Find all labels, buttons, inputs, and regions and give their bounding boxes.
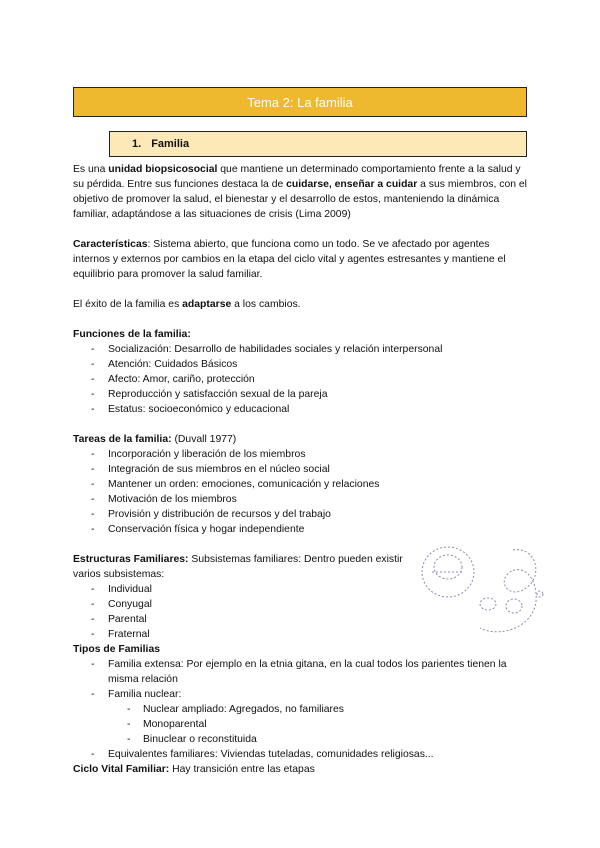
tareas-list [73, 447, 528, 537]
diagram-dot [537, 591, 543, 597]
list-item: - Integración de sus miembros en el núcleo social [73, 462, 528, 477]
funciones-list [73, 342, 528, 417]
list-item: - Conservación física y hogar independiente [73, 522, 528, 537]
diagram-small-ring [480, 598, 496, 610]
diagram-small-ring [506, 599, 522, 613]
intro-text-3: a sus miembros, con el objetivo de promover la salud, el bienestar y el desarrollo de estos, manteniendo la dinámica familiar, adaptándose a las situaciones de crisis (Lima 2009) [73, 179, 527, 220]
list-item: - Incorporación y liberación de los miembros [73, 447, 528, 462]
list-item: - Parental [73, 612, 528, 627]
caracteristicas-text: : Sistema abierto, que funciona como un todo. Se ve afectado por agentes internos y externos por cambios en la etapa del ciclo vital y agentes estresantes y mantiene el equilibrio para promover la salud familiar. [73, 239, 506, 280]
family-subsystems-diagram [418, 542, 548, 642]
tipos-list-end [73, 747, 528, 762]
intro-text-1: Es una [73, 164, 109, 175]
spacer [73, 282, 528, 297]
intro-paragraph [73, 162, 528, 222]
list-item: - Conyugal [73, 597, 528, 612]
list-item: - Individual [73, 582, 528, 597]
ciclo-text: Hay transición entre las etapas [169, 764, 315, 775]
estructuras-text: Subsistemas familiares: Dentro pueden existir varios subsistemas: [73, 554, 403, 580]
tareas-heading: Tareas de la familia: [73, 434, 172, 445]
document-body [73, 162, 528, 777]
exito-text-2: a los cambios. [231, 299, 301, 310]
ciclo-heading: Ciclo Vital Familiar: [73, 764, 170, 775]
exito-bold: adaptarse [182, 299, 232, 310]
list-item: - Nuclear ampliado: Agregados, no familiares [73, 702, 528, 717]
list-item: - Familia extensa: Por ejemplo en la etnia gitana, en la cual todos los parientes tienen la misma relación [73, 657, 528, 687]
list-item: - Equivalentes familiares: Viviendas tuteladas, comunidades religiosas... [73, 747, 528, 762]
caracteristicas-paragraph [73, 237, 528, 282]
spacer [73, 417, 528, 432]
list-item: - Monoparental [73, 717, 528, 732]
document-title: Tema 2: La familia [247, 94, 353, 110]
list-item: - Afecto: Amor, cariño, protección [73, 372, 528, 387]
document-title-bar [73, 87, 527, 117]
tareas-citation: (Duvall 1977) [171, 434, 237, 445]
intro-text-2: que mantiene un determinado comportamiento frente a la salud y su pérdida. Entre sus funciones destaca la de [73, 164, 521, 190]
section-heading-bar [109, 131, 527, 157]
exito-paragraph [73, 297, 528, 312]
tipos-heading: Tipos de Familias [73, 644, 161, 655]
tipos-list [73, 657, 528, 702]
nuclear-sublist [73, 702, 528, 747]
diagram-curl [480, 550, 536, 632]
list-item: - Mantener un orden: emociones, comunicación y relaciones [73, 477, 528, 492]
list-item [73, 687, 528, 702]
funciones-heading: Funciones de la familia: [73, 329, 191, 340]
estructuras-paragraph [73, 552, 418, 582]
intro-bold-1: unidad biopsicosocial [108, 164, 218, 175]
list-item: - Fraternal [73, 627, 528, 642]
spacer [73, 312, 528, 327]
list-item: - Atención: Cuidados Básicos [73, 357, 528, 372]
list-item: - Socialización: Desarrollo de habilidades sociales y relación interpersonal [73, 342, 528, 357]
section-title: Familia [151, 138, 190, 150]
nuclear-label: Familia nuclear: [108, 689, 182, 700]
list-item: - Estatus: socioeconómico y educacional [73, 402, 528, 417]
spacer [73, 222, 528, 237]
list-item: - Reproducción y satisfacción sexual de la pareja [73, 387, 528, 402]
caracteristicas-label: Características [73, 239, 148, 250]
intro-bold-2: cuidarse, enseñar a cuidar [286, 179, 418, 190]
diagram-inner-ring [434, 555, 462, 579]
list-item: - Provisión y distribución de recursos y del trabajo [73, 507, 528, 522]
section-number: 1. [132, 138, 142, 150]
exito-text-1: El éxito de la familia es [73, 299, 183, 310]
estructuras-heading: Estructuras Familiares: [73, 554, 189, 565]
diagram-strokes [422, 547, 543, 632]
ciclo-paragraph [73, 762, 528, 777]
list-item: - Binuclear o reconstituida [73, 732, 528, 747]
tareas-heading-line [73, 432, 528, 447]
list-item: - Motivación de los miembros [73, 492, 528, 507]
